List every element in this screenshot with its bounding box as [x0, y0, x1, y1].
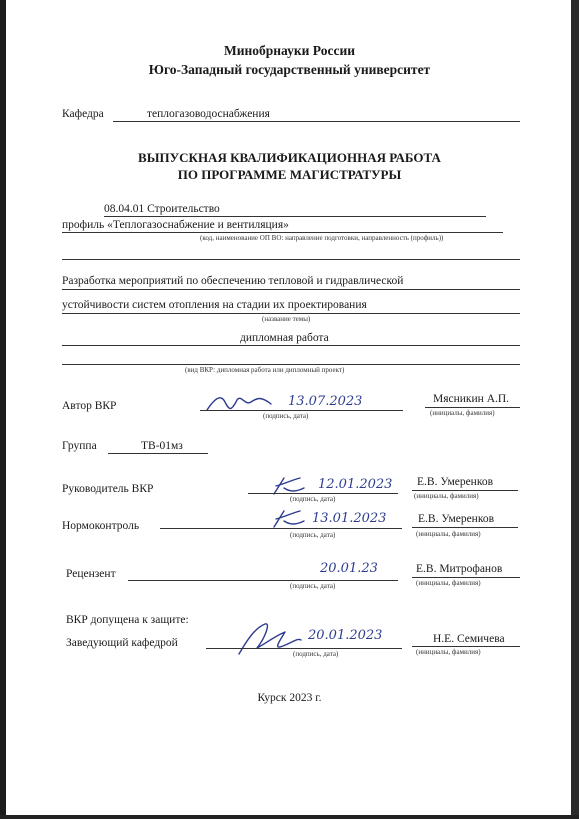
author-label: Автор ВКР — [62, 400, 117, 412]
author-name-hint: (инициалы, фамилия) — [430, 409, 495, 417]
normcontrol-sign-underline — [160, 528, 402, 529]
topic-hint: (название темы) — [262, 315, 311, 323]
author-name-underline — [425, 407, 520, 408]
head-sign-underline — [206, 648, 402, 649]
reviewer-sign-hint: (подпись, дата) — [290, 582, 336, 590]
department-value: теплогазоводоснабжения — [147, 108, 270, 120]
supervisor-sign-date: 12.01.2023 — [318, 477, 393, 492]
program-profile: профиль «Теплогазоснабжение и вентиляция» — [62, 219, 289, 231]
program-profile-underline — [62, 232, 503, 233]
department-underline-left — [113, 121, 151, 122]
head-name-hint: (инициалы, фамилия) — [416, 648, 481, 656]
program-code-underline — [104, 216, 486, 217]
department-label: Кафедра — [62, 108, 104, 120]
group-value: ТВ-01мз — [141, 440, 183, 452]
topic-line1-underline — [62, 289, 520, 290]
author-sign-date: 13.07.2023 — [288, 394, 363, 409]
group-label: Группа — [62, 440, 97, 452]
university-name: Юго-Западный государственный университет — [148, 62, 431, 77]
work-type-underline — [62, 345, 520, 346]
normcontrol-sign-hint: (подпись, дата) — [290, 531, 336, 539]
work-title-line2: ПО ПРОГРАММЕ МАГИСТРАТУРЫ — [177, 167, 402, 182]
group-underline — [108, 453, 208, 454]
department-underline — [147, 121, 520, 122]
work-type-underline-2 — [62, 364, 520, 365]
place-year: Курск 2023 г. — [257, 692, 322, 704]
reviewer-sign-date: 20.01.23 — [320, 561, 378, 576]
reviewer-name: Е.В. Митрофанов — [416, 563, 503, 575]
head-name-underline — [412, 646, 520, 647]
head-label: Заведующий кафедрой — [66, 637, 178, 649]
supervisor-label: Руководитель ВКР — [62, 483, 154, 495]
work-type-value: дипломная работа — [240, 332, 329, 344]
supervisor-name: Е.В. Умеренков — [417, 476, 494, 488]
program-hint: (код, наименование ОП ВО: направление подготовки, направленность (профиль)) — [200, 234, 444, 242]
topic-line2-underline — [62, 313, 520, 314]
program-code: 08.04.01 Строительство — [104, 203, 220, 215]
scan-edge-bottom — [0, 815, 579, 819]
author-sign-underline — [200, 410, 403, 411]
normcontrol-name: Е.В. Умеренков — [418, 513, 495, 525]
topic-line1: Разработка мероприятий по обеспечению тепловой и гидравлической — [62, 275, 404, 287]
ministry-name: Минобрнауки России — [223, 43, 356, 58]
reviewer-name-hint: (инициалы, фамилия) — [416, 579, 481, 587]
topic-line2: устойчивости систем отопления на стадии их проектирования — [62, 299, 367, 311]
normcontrol-sign-date: 13.01.2023 — [312, 511, 387, 526]
work-title-line1: ВЫПУСКНАЯ КВАЛИФИКАЦИОННАЯ РАБОТА — [138, 150, 441, 165]
supervisor-sign-underline — [248, 493, 398, 494]
head-name: Н.Е. Семичева — [433, 633, 505, 645]
head-sign-hint: (подпись, дата) — [293, 650, 339, 658]
reviewer-label: Рецензент — [66, 568, 116, 580]
normcontrol-name-underline — [412, 527, 518, 528]
reviewer-sign-underline — [128, 580, 398, 581]
supervisor-name-hint: (инициалы, фамилия) — [414, 492, 479, 500]
supervisor-name-underline — [412, 490, 518, 491]
program-extra-underline — [62, 259, 520, 260]
author-sign-hint: (подпись, дата) — [263, 412, 309, 420]
normcontrol-name-hint: (инициалы, фамилия) — [416, 530, 481, 538]
normcontrol-label: Нормоконтроль — [62, 520, 140, 532]
supervisor-sign-hint: (подпись, дата) — [290, 495, 336, 503]
admission-text: ВКР допущена к защите: — [66, 614, 189, 626]
author-name: Мясникин А.П. — [433, 393, 510, 405]
reviewer-name-underline — [412, 577, 520, 578]
work-type-hint: (вид ВКР: дипломная работа или дипломный проект) — [185, 366, 345, 374]
head-sign-date: 20.01.2023 — [308, 628, 383, 643]
